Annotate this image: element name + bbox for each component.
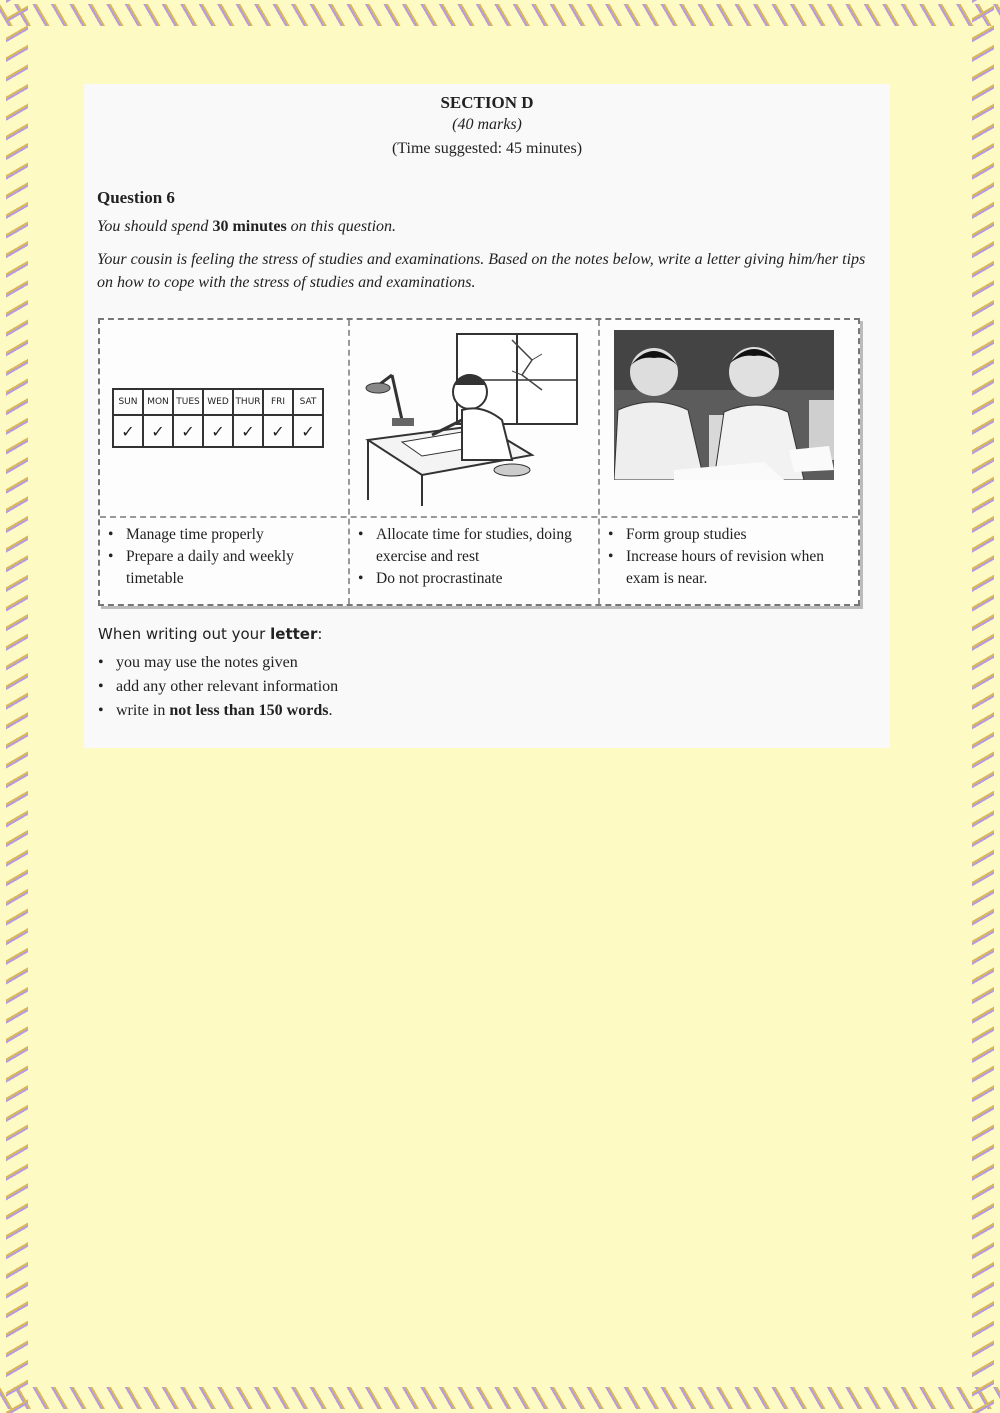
timetable-check: ✓ — [113, 415, 143, 447]
list-item: write in not less than 150 words. — [116, 702, 333, 719]
notes-panel — [98, 318, 860, 606]
panel-divider — [598, 320, 600, 604]
panel-divider — [348, 320, 350, 604]
timetable-check: ✓ — [143, 415, 173, 447]
timetable-check: ✓ — [233, 415, 263, 447]
weekly-timetable — [112, 388, 324, 448]
letter-instructions-intro: When writing out your letter: — [98, 625, 323, 643]
timetable-day: FRI — [263, 389, 293, 415]
timetable-check: ✓ — [173, 415, 203, 447]
note-item: Allocate time for studies, doing exercise and rest — [376, 526, 572, 565]
timetable-day: THUR — [233, 389, 263, 415]
timetable-check: ✓ — [293, 415, 323, 447]
decorative-border-left — [6, 0, 28, 1413]
question-task: Your cousin is feeling the stress of studies and examinations. Based on the notes below, write a letter giving him/her tips on how to cope with the stress of studies and examinations. — [97, 251, 866, 291]
section-title: SECTION D — [440, 93, 534, 112]
decorative-border-bottom — [0, 1387, 1000, 1409]
decorative-border-right — [972, 0, 994, 1413]
question-instruction: You should spend 30 minutes on this question. — [97, 218, 397, 235]
notes-column-3: • Form group studies • Increase hours of revision when exam is near. — [608, 524, 848, 590]
list-item: add any other relevant information — [116, 678, 339, 695]
studying-boy-illustration — [362, 330, 587, 506]
panel-divider — [100, 516, 858, 518]
note-item: Form group studies — [626, 526, 747, 543]
notes-column-2: • Allocate time for studies, doing exercise and rest • Do not procrastinate — [358, 524, 594, 590]
timetable-day: WED — [203, 389, 233, 415]
note-item: Increase hours of revision when exam is near. — [626, 548, 824, 587]
notes-column-1: • Manage time properly • Prepare a daily and weekly timetable — [108, 524, 344, 590]
timetable-day: SUN — [113, 389, 143, 415]
group-study-photo — [614, 330, 834, 480]
letter-instructions-list: • you may use the notes given • add any other relevant information • write in not less than 150 words. — [98, 651, 338, 723]
question-title: Question 6 — [97, 188, 175, 207]
note-item: Manage time properly — [126, 526, 264, 543]
section-marks: (40 marks) — [452, 116, 522, 133]
timetable-check: ✓ — [203, 415, 233, 447]
note-item: Prepare a daily and weekly timetable — [126, 548, 294, 587]
list-item: you may use the notes given — [116, 654, 298, 671]
timetable-check: ✓ — [263, 415, 293, 447]
decorative-border-top — [0, 4, 1000, 26]
timetable-day: MON — [143, 389, 173, 415]
timetable-day: SAT — [293, 389, 323, 415]
timetable-day: TUES — [173, 389, 203, 415]
section-time: (Time suggested: 45 minutes) — [391, 140, 583, 157]
note-item: Do not procrastinate — [376, 570, 503, 587]
exam-sheet — [84, 84, 890, 748]
